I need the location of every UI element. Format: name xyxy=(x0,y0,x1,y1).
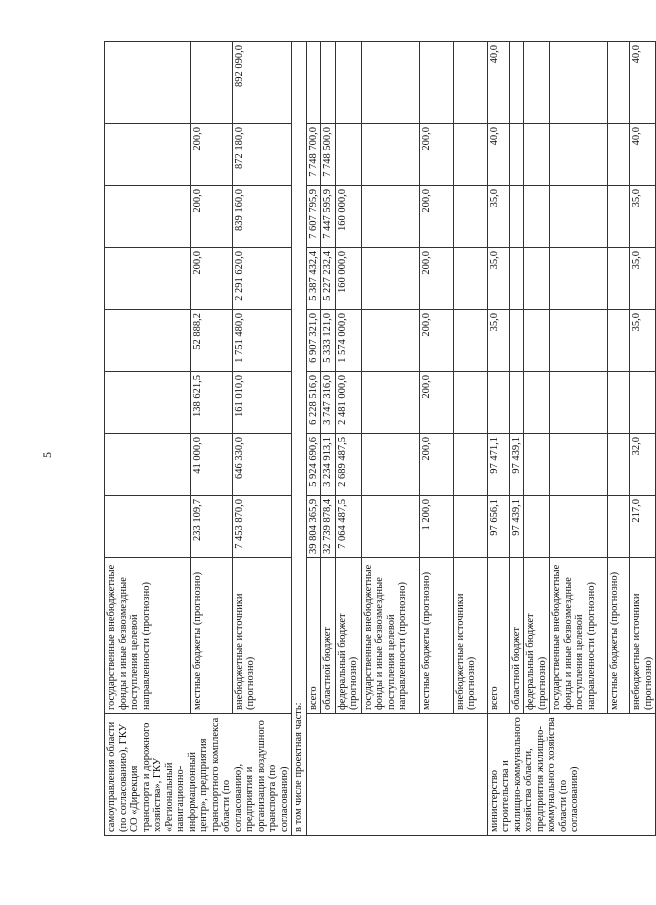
amount-cell: 200,0 xyxy=(419,434,453,496)
funding-source-cell: внебюджетные источники (прогнозно) xyxy=(453,558,487,714)
amount-cell: 35,0 xyxy=(487,186,509,248)
table-row xyxy=(306,42,321,836)
amount-cell xyxy=(524,310,550,372)
amount-cell: 5 227 232,4 xyxy=(321,248,336,310)
table-body xyxy=(105,42,656,836)
amount-cell xyxy=(321,42,336,124)
amount-cell: 892 090,0 xyxy=(232,42,291,124)
amount-cell: 7 447 595,9 xyxy=(321,186,336,248)
amount-cell: 839 160,0 xyxy=(232,186,291,248)
amount-cell xyxy=(361,434,419,496)
amount-cell xyxy=(550,372,608,434)
amount-cell: 41 000,0 xyxy=(191,434,233,496)
amount-cell: 200,0 xyxy=(419,310,453,372)
amount-cell xyxy=(361,124,419,186)
amount-cell xyxy=(608,496,630,558)
budget-table xyxy=(104,41,656,836)
amount-cell xyxy=(361,42,419,124)
amount-cell xyxy=(361,248,419,310)
amount-cell: 7 453 870,0 xyxy=(232,496,291,558)
amount-cell xyxy=(509,248,524,310)
amount-cell: 217,0 xyxy=(630,496,656,558)
amount-cell: 97 656,1 xyxy=(487,496,509,558)
amount-cell: 35,0 xyxy=(487,310,509,372)
amount-cell xyxy=(524,42,550,124)
funding-source-cell: местные бюджеты (прогнозно) xyxy=(191,558,233,714)
amount-cell xyxy=(608,124,630,186)
amount-cell: 646 330,0 xyxy=(232,434,291,496)
amount-cell xyxy=(105,310,191,372)
amount-cell: 1 200,0 xyxy=(419,496,453,558)
funding-source-cell: государственные внебюджетные фонды и иные безвозмездные поступления целевой направленности (прогнозно) xyxy=(105,558,191,714)
amount-cell xyxy=(453,496,487,558)
amount-cell xyxy=(105,248,191,310)
amount-cell xyxy=(550,42,608,124)
section-label: в том числе проектная часть: xyxy=(292,42,307,836)
amount-cell: 35,0 xyxy=(630,186,656,248)
amount-cell xyxy=(361,372,419,434)
funding-source-cell: областной бюджет xyxy=(321,558,336,714)
funding-source-cell: федеральный бюджет (прогнозно) xyxy=(335,558,361,714)
amount-cell xyxy=(550,496,608,558)
funding-source-cell: областной бюджет xyxy=(509,558,524,714)
funding-source-cell: всего xyxy=(487,558,509,714)
amount-cell xyxy=(453,124,487,186)
amount-cell: 40,0 xyxy=(630,124,656,186)
amount-cell xyxy=(509,42,524,124)
amount-cell: 52 888,2 xyxy=(191,310,233,372)
amount-cell: 138 621,5 xyxy=(191,372,233,434)
amount-cell: 3 747 316,0 xyxy=(321,372,336,434)
amount-cell xyxy=(509,372,524,434)
amount-cell xyxy=(453,434,487,496)
budget-table-rotated xyxy=(104,42,654,836)
amount-cell xyxy=(105,496,191,558)
amount-cell xyxy=(105,434,191,496)
amount-cell xyxy=(453,248,487,310)
amount-cell: 3 234 913,1 xyxy=(321,434,336,496)
amount-cell: 160 000,0 xyxy=(335,186,361,248)
amount-cell xyxy=(509,124,524,186)
amount-cell: 1 751 480,0 xyxy=(232,310,291,372)
amount-cell: 6 907 321,0 xyxy=(306,310,321,372)
amount-cell: 2 291 620,0 xyxy=(232,248,291,310)
amount-cell xyxy=(524,372,550,434)
amount-cell xyxy=(608,248,630,310)
amount-cell xyxy=(191,42,233,124)
amount-cell xyxy=(453,186,487,248)
funding-source-cell: местные бюджеты (прогнозно) xyxy=(419,558,453,714)
amount-cell: 7 748 500,0 xyxy=(321,124,336,186)
amount-cell xyxy=(550,124,608,186)
amount-cell xyxy=(105,42,191,124)
amount-cell xyxy=(608,372,630,434)
amount-cell xyxy=(524,186,550,248)
amount-cell: 200,0 xyxy=(191,186,233,248)
amount-cell xyxy=(524,434,550,496)
amount-cell: 35,0 xyxy=(487,248,509,310)
table-row xyxy=(292,42,307,836)
amount-cell xyxy=(335,42,361,124)
amount-cell xyxy=(487,372,509,434)
funding-source-cell: всего xyxy=(306,558,321,714)
amount-cell: 5 333 121,0 xyxy=(321,310,336,372)
amount-cell: 200,0 xyxy=(419,248,453,310)
amount-cell: 200,0 xyxy=(419,186,453,248)
amount-cell: 200,0 xyxy=(191,124,233,186)
amount-cell: 97 439,1 xyxy=(509,434,524,496)
amount-cell: 872 180,0 xyxy=(232,124,291,186)
amount-cell xyxy=(453,310,487,372)
funding-source-cell: местные бюджеты (прогнозно) xyxy=(608,558,630,714)
amount-cell xyxy=(361,496,419,558)
amount-cell xyxy=(105,372,191,434)
amount-cell xyxy=(550,434,608,496)
amount-cell xyxy=(608,186,630,248)
amount-cell: 40,0 xyxy=(630,42,656,124)
table-row xyxy=(487,42,509,836)
amount-cell: 1 574 000,0 xyxy=(335,310,361,372)
amount-cell: 2 481 000,0 xyxy=(335,372,361,434)
amount-cell: 2 689 487,5 xyxy=(335,434,361,496)
amount-cell: 200,0 xyxy=(191,248,233,310)
amount-cell xyxy=(419,42,453,124)
funding-source-cell: внебюджетные источники (прогнозно) xyxy=(630,558,656,714)
amount-cell xyxy=(524,248,550,310)
amount-cell: 200,0 xyxy=(419,124,453,186)
amount-cell xyxy=(550,248,608,310)
amount-cell xyxy=(524,124,550,186)
amount-cell: 5 924 690,6 xyxy=(306,434,321,496)
amount-cell: 7 607 795,9 xyxy=(306,186,321,248)
amount-cell xyxy=(630,372,656,434)
amount-cell xyxy=(335,124,361,186)
amount-cell: 7 064 487,5 xyxy=(335,496,361,558)
amount-cell: 32,0 xyxy=(630,434,656,496)
amount-cell: 40,0 xyxy=(487,42,509,124)
amount-cell xyxy=(105,186,191,248)
amount-cell: 97 439,1 xyxy=(509,496,524,558)
amount-cell: 6 228 516,0 xyxy=(306,372,321,434)
amount-cell xyxy=(453,372,487,434)
amount-cell xyxy=(524,496,550,558)
funding-source-cell: государственные внебюджетные фонды и иные безвозмездные поступления целевой направленности (прогнозно) xyxy=(550,558,608,714)
executor-cell xyxy=(306,714,487,836)
amount-cell: 35,0 xyxy=(630,310,656,372)
amount-cell: 32 739 878,4 xyxy=(321,496,336,558)
executor-cell: самоуправления области (по согласованию), ГКУ СО «Дирекция транспорта и дорожного хозяйства», ГКУ «Региональный навигационно-информационный центр», предприятия транспортного комплекса области (по согласованию), предприятия и организации воздушного транспорта (по согласованию) xyxy=(105,714,292,836)
page-number: 5 xyxy=(40,452,54,458)
amount-cell xyxy=(361,310,419,372)
amount-cell xyxy=(509,186,524,248)
amount-cell xyxy=(361,186,419,248)
executor-cell: министерство строительства и жилищно-коммунального хозяйства области, предприятия жилищно-коммунального хозяйства области (по согласованию) xyxy=(487,714,656,836)
amount-cell xyxy=(608,310,630,372)
funding-source-cell: внебюджетные источники (прогнозно) xyxy=(232,558,291,714)
amount-cell xyxy=(509,310,524,372)
amount-cell xyxy=(550,310,608,372)
amount-cell xyxy=(550,186,608,248)
amount-cell: 160 000,0 xyxy=(335,248,361,310)
amount-cell xyxy=(306,42,321,124)
amount-cell: 161 010,0 xyxy=(232,372,291,434)
amount-cell: 40,0 xyxy=(487,124,509,186)
amount-cell: 7 748 700,0 xyxy=(306,124,321,186)
amount-cell: 39 804 365,9 xyxy=(306,496,321,558)
amount-cell: 97 471,1 xyxy=(487,434,509,496)
amount-cell: 233 109,7 xyxy=(191,496,233,558)
amount-cell xyxy=(608,434,630,496)
table-row xyxy=(105,42,191,836)
amount-cell: 200,0 xyxy=(419,372,453,434)
amount-cell: 35,0 xyxy=(630,248,656,310)
amount-cell: 5 387 432,4 xyxy=(306,248,321,310)
funding-source-cell: федеральный бюджет (прогнозно) xyxy=(524,558,550,714)
amount-cell xyxy=(105,124,191,186)
funding-source-cell: государственные внебюджетные фонды и иные безвозмездные поступления целевой направленности (прогнозно) xyxy=(361,558,419,714)
amount-cell xyxy=(608,42,630,124)
amount-cell xyxy=(453,42,487,124)
